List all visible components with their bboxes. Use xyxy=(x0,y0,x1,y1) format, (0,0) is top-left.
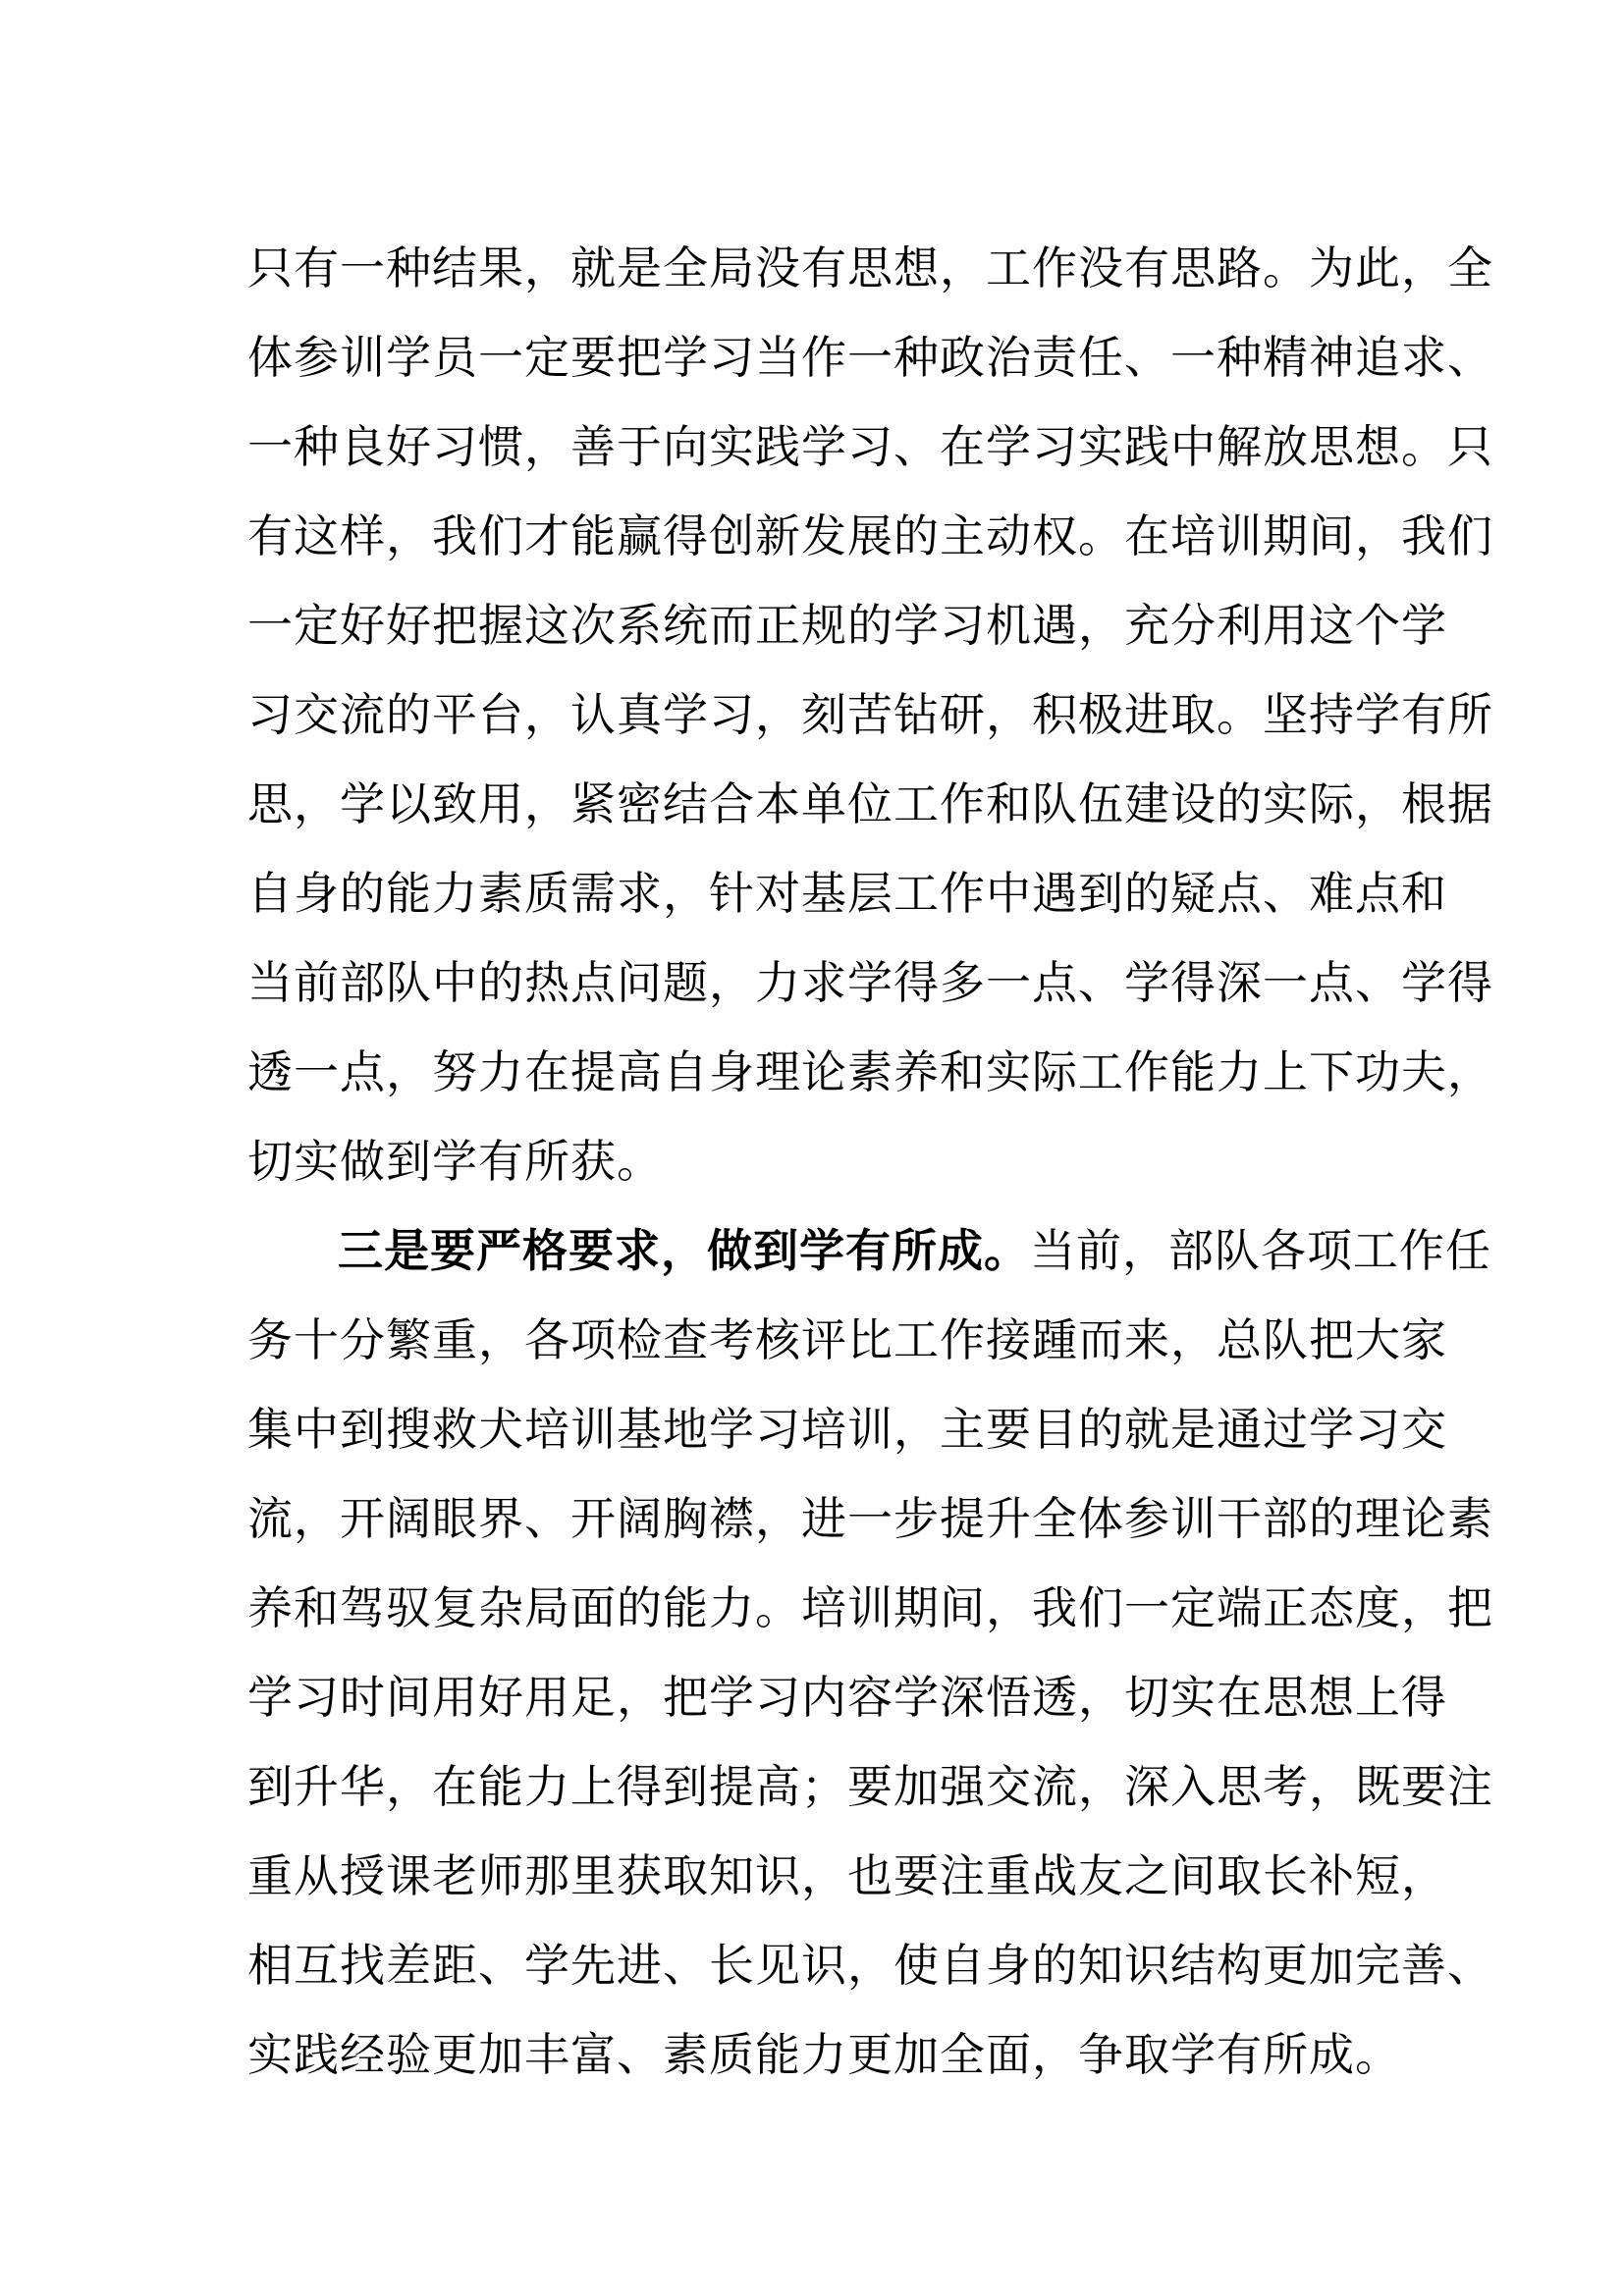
paragraph-2-line: 养和驾驭复杂局面的能力。培训期间，我们一定端正态度，把 xyxy=(247,1581,1493,1634)
paragraph-2-first-line xyxy=(247,1206,1491,1296)
paragraph-2-line: 到升华，在能力上得到提高；要加强交流，深入思考，既要注 xyxy=(247,1760,1493,1813)
paragraph-1-line: 有这样，我们才能赢得创新发展的主动权。在培训期间，我们 xyxy=(247,509,1493,562)
paragraph-2-line: 集中到搜救犬培训基地学习培训，主要目的就是通过学习交 xyxy=(247,1403,1447,1456)
paragraph-2-line: 相互找差距、学先进、长见识，使自身的知识结构更加完善、 xyxy=(247,1939,1493,1992)
paragraph-1-line: 只有一种结果，就是全局没有思想，工作没有思路。为此，全 xyxy=(247,241,1493,294)
paragraph-1-line: 当前部队中的热点问题，力求学得多一点、学得深一点、学得 xyxy=(247,956,1493,1009)
paragraph-1 xyxy=(247,224,1493,1206)
paragraph-2-line: 务十分繁重，各项检查考核评比工作接踵而来，总队把大家 xyxy=(247,1313,1447,1366)
paragraph-2-first-line-text: 当前，部队各项工作任 xyxy=(1030,1224,1491,1277)
paragraph-1-line: 一种良好习惯，善于向实践学习、在学习实践中解放思想。只 xyxy=(247,420,1493,473)
paragraph-1-line: 透一点，努力在提高自身理论素养和实际工作能力上下功夫， xyxy=(247,1045,1493,1098)
paragraph-2-line: 实践经验更加丰富、素质能力更加全面，争取学有所成。 xyxy=(247,2028,1401,2081)
paragraph-1-line: 一定好好把握这次系统而正规的学习机遇，充分利用这个学 xyxy=(247,599,1447,652)
paragraph-2-line: 学习时间用好用足，把学习内容学深悟透，切实在思想上得 xyxy=(247,1671,1447,1724)
paragraph-1-line: 思，学以致用，紧密结合本单位工作和队伍建设的实际，根据 xyxy=(247,777,1493,830)
paragraph-1-line: 体参训学员一定要把学习当作一种政治责任、一种精神追求、 xyxy=(247,331,1493,384)
paragraph-2-lead-heading: 三是要严格要求，做到学有所成。 xyxy=(338,1224,1030,1277)
paragraph-2-line: 重从授课老师那里获取知识，也要注重战友之间取长补短， xyxy=(247,1849,1447,1902)
document-body xyxy=(247,224,1493,2100)
paragraph-1-line: 自身的能力素质需求，针对基层工作中遇到的疑点、难点和 xyxy=(247,867,1447,920)
paragraph-2 xyxy=(247,1206,1493,2100)
paragraph-1-line: 习交流的平台，认真学习，刻苦钻研，积极进取。坚持学有所 xyxy=(247,688,1493,741)
paragraph-1-line: 切实做到学有所获。 xyxy=(247,1135,663,1188)
paragraph-2-line: 流，开阔眼界、开阔胸襟，进一步提升全体参训干部的理论素 xyxy=(247,1492,1493,1545)
